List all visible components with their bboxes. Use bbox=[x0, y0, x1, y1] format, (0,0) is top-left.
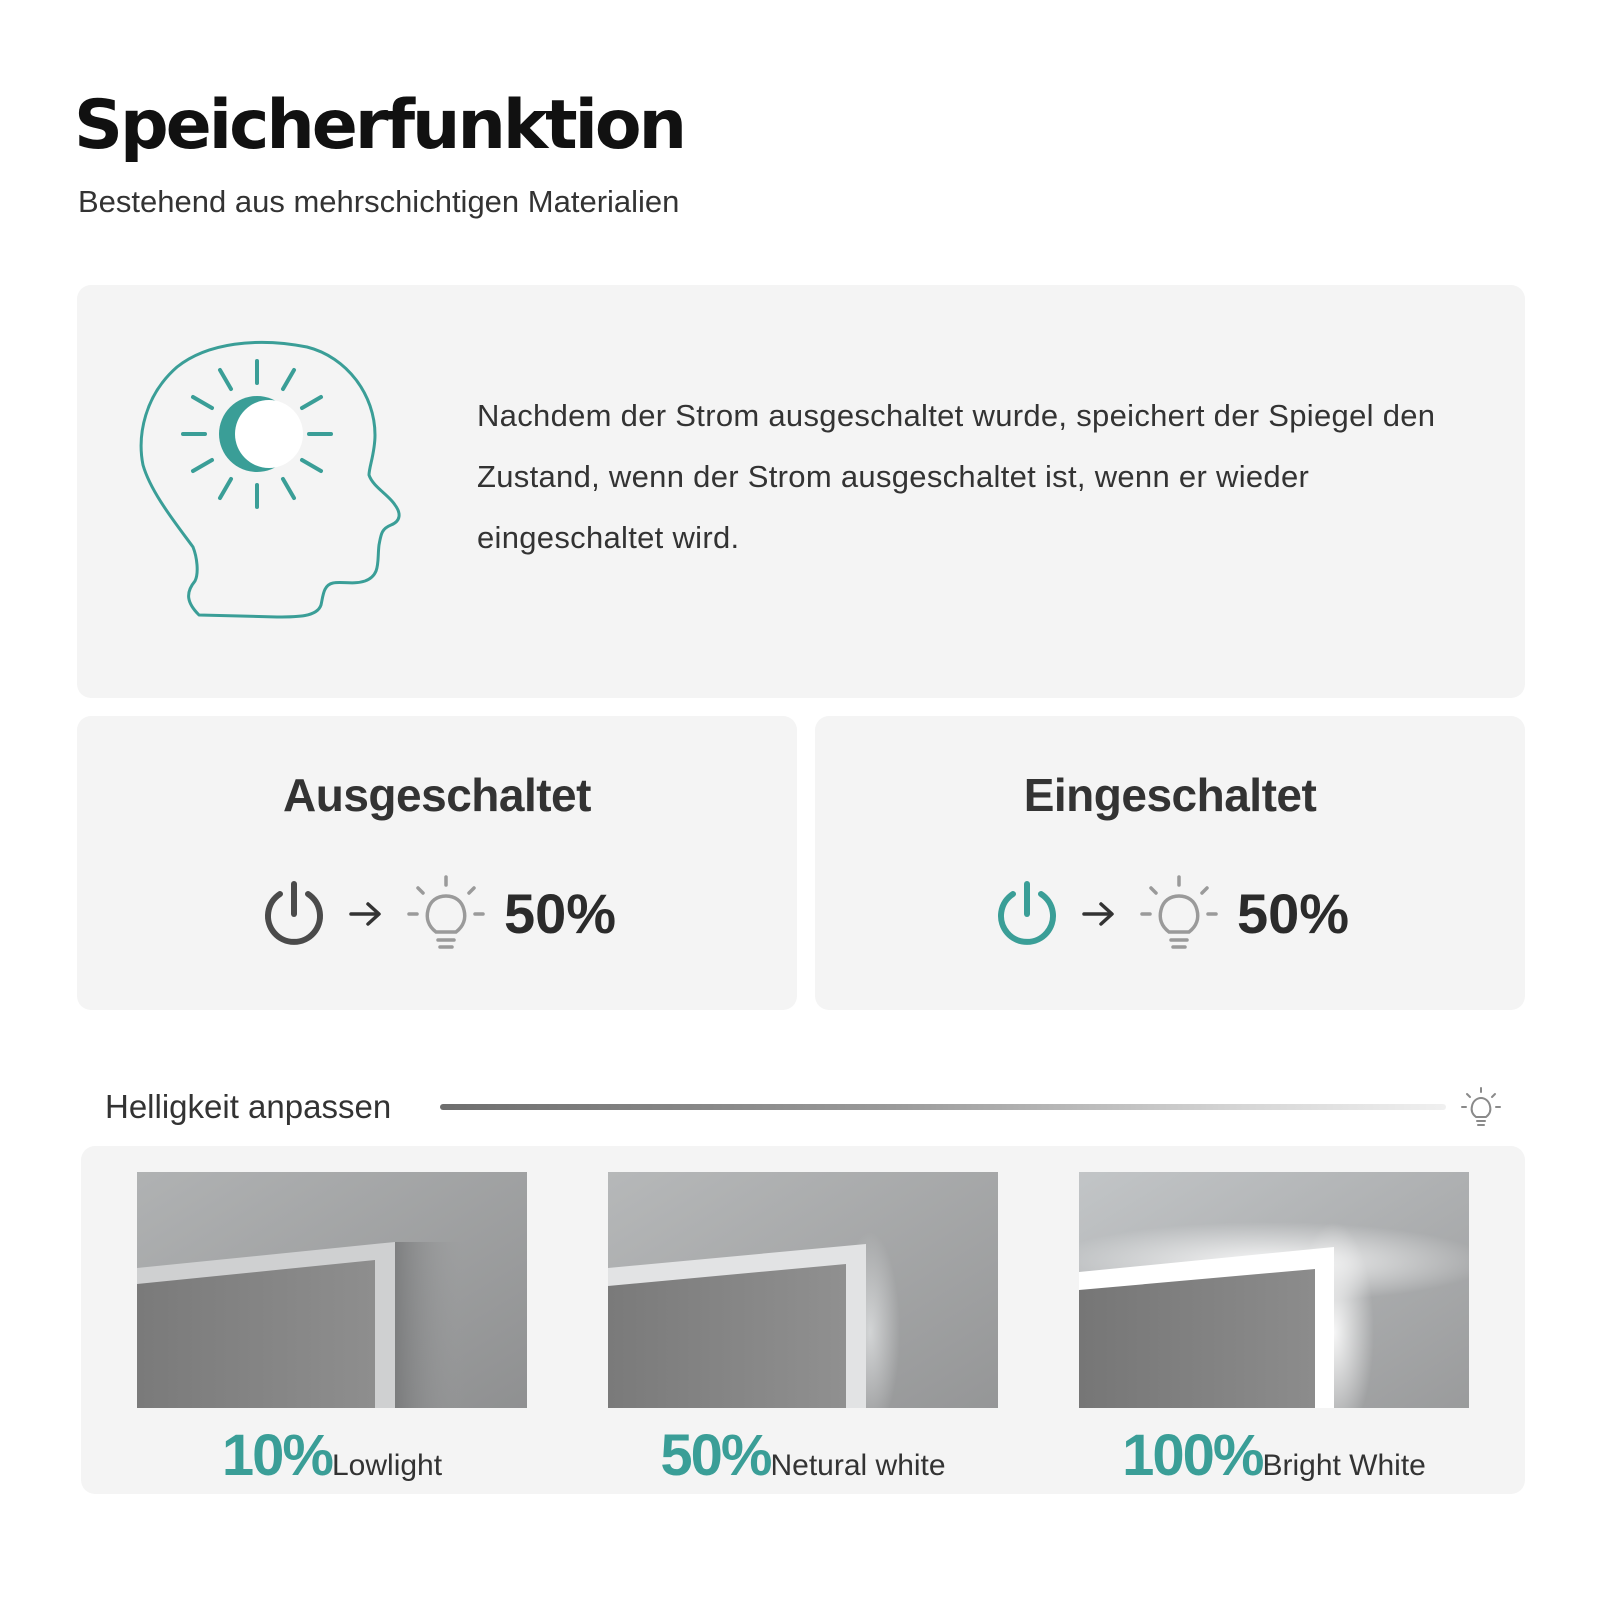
state-row bbox=[815, 874, 1525, 954]
arrow-right-icon bbox=[1081, 899, 1117, 929]
mirror-photo-bright bbox=[1079, 1172, 1469, 1408]
power-on-icon bbox=[991, 878, 1063, 950]
memory-description: Nachdem der Strom ausgeschaltet wurde, speichert der Spiegel den Zustand, wenn der Strom ausgeschaltet ist, wenn er wieder eingeschaltet wird. bbox=[477, 398, 1436, 555]
brightness-sample bbox=[137, 1172, 527, 1488]
state-card-on bbox=[815, 716, 1525, 1010]
brightness-sample bbox=[1079, 1172, 1469, 1488]
bulb-icon bbox=[1461, 1087, 1501, 1129]
sample-name: Bright White bbox=[1262, 1449, 1426, 1482]
brightness-sample bbox=[608, 1172, 998, 1488]
sample-name: Lowlight bbox=[332, 1449, 443, 1482]
state-title: Ausgeschaltet bbox=[283, 769, 591, 821]
state-card-off bbox=[77, 716, 797, 1010]
sample-caption bbox=[137, 1422, 527, 1489]
head-sun-moon-icon bbox=[137, 335, 417, 630]
sample-caption bbox=[608, 1422, 998, 1489]
bulb-icon bbox=[1139, 874, 1219, 954]
power-off-icon bbox=[258, 878, 330, 950]
state-title: Eingeschaltet bbox=[1023, 769, 1317, 821]
arrow-right-icon bbox=[348, 899, 384, 929]
brightness-samples-panel bbox=[81, 1146, 1525, 1494]
state-brightness-value: 50% bbox=[1236, 882, 1350, 945]
page-subtitle: Bestehend aus mehrschichtigen Materialien bbox=[78, 184, 680, 219]
sample-percent: 50% bbox=[660, 1423, 771, 1488]
sample-caption bbox=[1079, 1422, 1469, 1489]
sample-name: Netural white bbox=[770, 1449, 946, 1482]
brightness-label: Helligkeit anpassen bbox=[105, 1088, 392, 1125]
state-row bbox=[77, 874, 797, 954]
mirror-photo-neutral bbox=[608, 1172, 998, 1408]
mirror-photo-lowlight bbox=[137, 1172, 527, 1408]
state-brightness-value: 50% bbox=[503, 882, 617, 945]
bulb-icon bbox=[406, 874, 486, 954]
page-title: Speicherfunktion bbox=[74, 86, 685, 165]
sample-percent: 100% bbox=[1122, 1423, 1263, 1488]
brightness-slider[interactable] bbox=[440, 1104, 1446, 1110]
sample-percent: 10% bbox=[221, 1423, 332, 1488]
memory-function-panel bbox=[77, 285, 1525, 698]
